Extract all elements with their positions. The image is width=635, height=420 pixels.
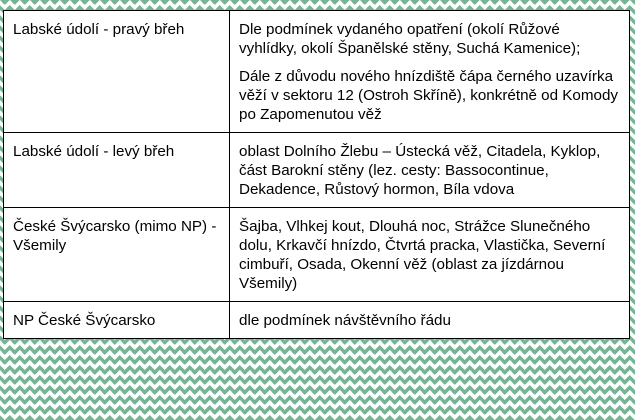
details-cell (230, 11, 630, 133)
table-row (4, 11, 630, 133)
region-cell: České Švýcarsko (mimo NP) - Všemily (4, 208, 230, 302)
region-cell: NP České Švýcarsko (4, 302, 230, 339)
details-cell (230, 133, 630, 208)
table-row (4, 208, 630, 302)
region-cell: Labské údolí - pravý břeh (4, 11, 230, 133)
details-cell (230, 208, 630, 302)
detail-paragraph: Dále z důvodu nového hnízdiště čápa černého uzavírka věží v sektoru 12 (Ostroh Skříně), konkrétně od Komody po Zapomenutou věž (239, 68, 619, 123)
region-cell: Labské údolí - levý břeh (4, 133, 230, 208)
table-row (4, 302, 630, 339)
detail-paragraph: oblast Dolního Žlebu – Ústecká věž, Citadela, Kyklop, část Barokní stěny (lez. cesty: Bassocontinue, Dekadence, Růstový hormon, Bíla vdova (239, 143, 601, 198)
table-row (4, 133, 630, 208)
detail-paragraph: dle podmínek návštěvního řádu (239, 312, 451, 329)
closures-table (3, 10, 630, 339)
details-cell (230, 302, 630, 339)
detail-paragraph: Šajba, Vlhkej kout, Dlouhá noc, Strážce Slunečného dolu, Krkavčí hnízdo, Čtvrtá pracka, Vlastička, Severní cimbuří, Osada, Okenní věž (oblast za jízdárnou Všemily) (239, 218, 606, 292)
detail-paragraph: Dle podmínek vydaného opatření (okolí Růžové vyhlídky, okolí Španělské stěny, Suchá Kamenice); (239, 21, 581, 57)
